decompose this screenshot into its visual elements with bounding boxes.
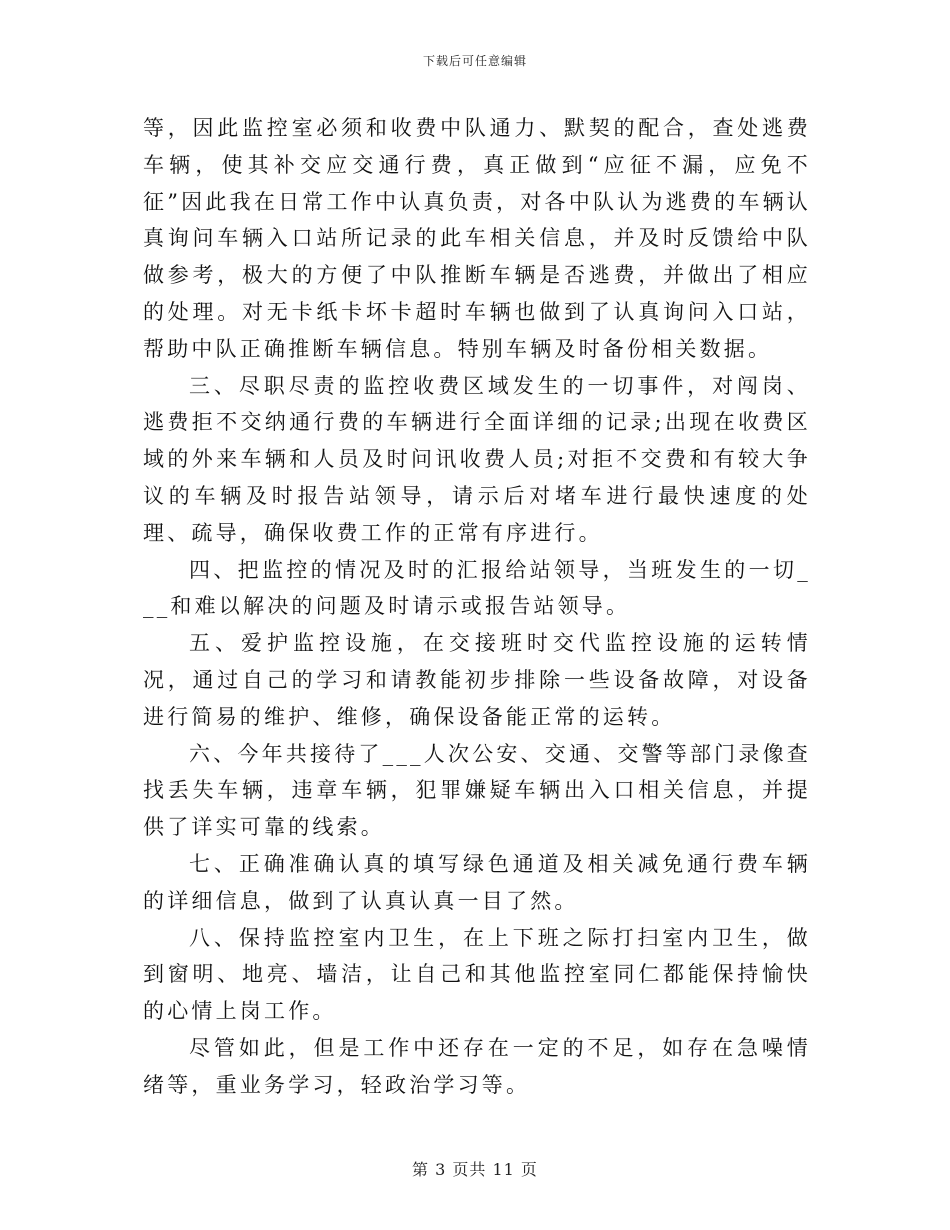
- paragraph-item-6: 六、今年共接待了___人次公安、交通、交警等部门录像查找丢失车辆，违章车辆，犯罪嫌疑车辆出入口相关信息，并提供了详实可靠的线索。: [143, 741, 811, 840]
- paragraph-item-3: 三、尽职尽责的监控收费区域发生的一切事件，对闯岗、逃费拒不交纳通行费的车辆进行全面详细的记录;出现在收费区域的外来车辆和人员及时问讯收费人员;对拒不交费和有较大争议的车辆及时报告站领导，请示后对堵车进行最快速度的处理、疏导，确保收费工作的正常有序进行。: [143, 373, 811, 545]
- paragraph-continuation: 等，因此监控室必须和收费中队通力、默契的配合，查处逃费车辆，使其补交应交通行费，真正做到“应征不漏，应免不征”因此我在日常工作中认真负责，对各中队认为逃费的车辆认真询问车辆入口站所记录的此车相关信息，并及时反馈给中队做参考，极大的方便了中队推断车辆是否逃费，并做出了相应的处理。对无卡纸卡坏卡超时车辆也做到了认真询问入口站，帮助中队正确推断车辆信息。特别车辆及时备份相关数据。: [143, 116, 811, 361]
- paragraph-conclusion: 尽管如此，但是工作中还存在一定的不足，如存在急噪情绪等，重业务学习，轻政治学习等。: [143, 1035, 811, 1097]
- paragraph-item-5: 五、爱护监控设施，在交接班时交代监控设施的运转情况，通过自己的学习和请教能初步排除一些设备故障，对设备进行简易的维护、维修，确保设备能正常的运转。: [143, 631, 811, 729]
- paragraph-item-8: 八、保持监控室内卫生，在上下班之际打扫室内卫生，做到窗明、地亮、墙洁，让自己和其他监控室同仁都能保持愉快的心情上岗工作。: [143, 925, 811, 1024]
- page-header: 下载后可任意编辑: [422, 54, 527, 68]
- paragraph-item-4: 四、把监控的情况及时的汇报给站领导，当班发生的一切___和难以解决的问题及时请示或报告站领导。: [143, 557, 811, 619]
- page-footer: 第 3 页共 11 页: [412, 1160, 538, 1179]
- paragraph-item-7: 七、正确准确认真的填写绿色通道及相关减免通行费车辆的详细信息，做到了认真认真一目了然。: [143, 851, 811, 913]
- document-body: [143, 110, 811, 1104]
